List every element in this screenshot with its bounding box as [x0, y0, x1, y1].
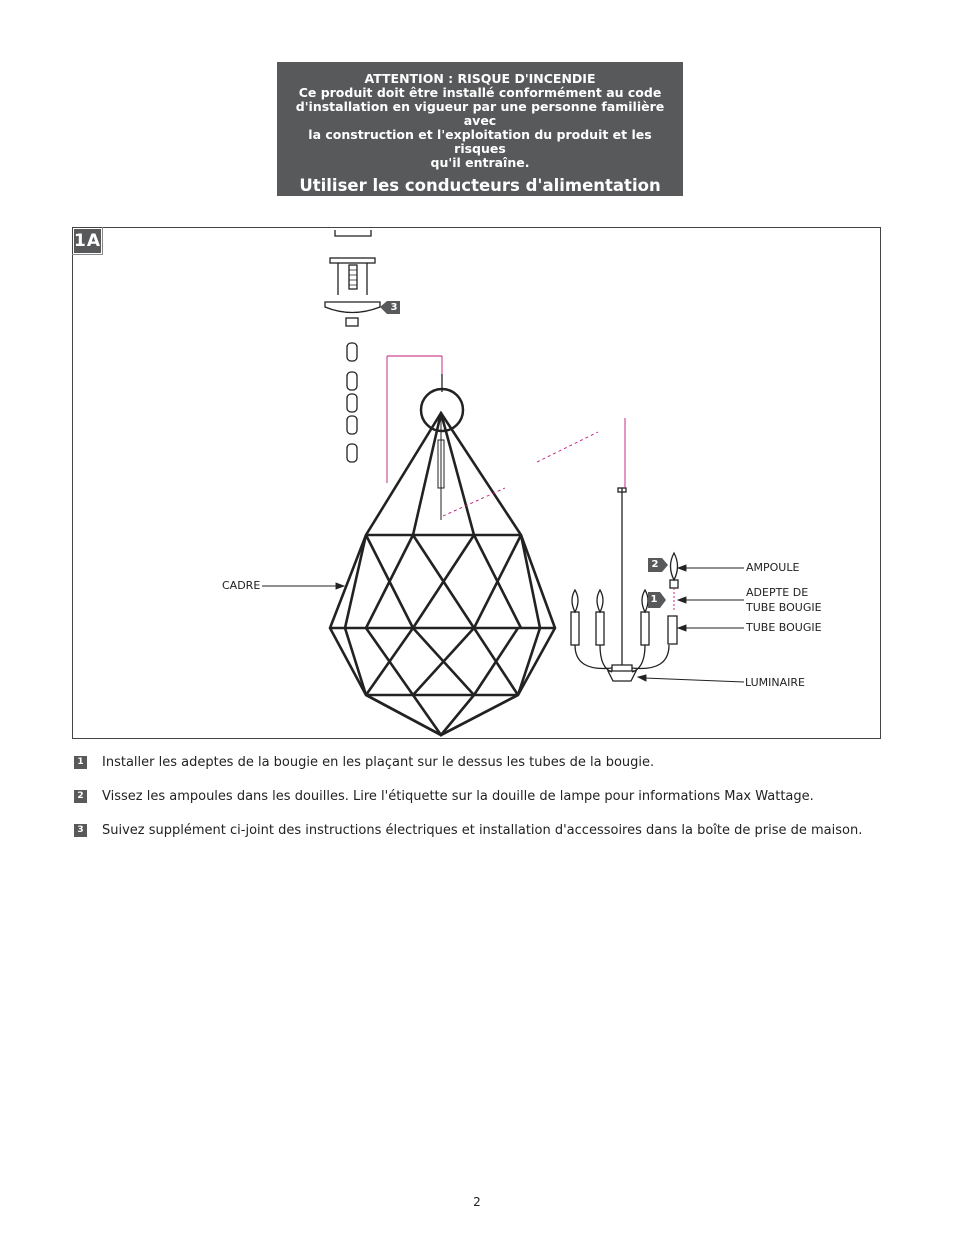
warning-line: la construction et l'exploitation du produit et les risques [308, 127, 652, 156]
badge-step-1: 1 [650, 594, 658, 605]
candle-tube [596, 612, 604, 645]
step-text: Suivez supplément ci-joint des instructions électriques et installation d'accessoires dans la boîte de prise de maison. [102, 823, 863, 838]
step-text: Vissez les ampoules dans les douilles. Lire l'étiquette sur la douille de lampe pour informations Max Wattage. [102, 789, 814, 804]
bulb [572, 590, 648, 612]
chain-link [347, 416, 357, 434]
candle-tube [641, 612, 649, 645]
label-candle-adapter: ADEPTE DE [746, 586, 809, 599]
page-number: 2 [473, 1195, 481, 1209]
step-text: Installer les adeptes de la bougie en les plaçant sur le dessus les tubes de la bougie. [102, 755, 655, 770]
step-number: 1 [74, 756, 87, 769]
label-fixture: LUMINAIRE [745, 676, 805, 689]
badge-step-3: 3 [390, 302, 398, 313]
step-number: 2 [74, 790, 87, 803]
bulb [671, 553, 678, 580]
label-candle-adapter: TUBE BOUGIE [746, 601, 822, 614]
warning-heading: ATTENTION : RISQUE D'INCENDIE [364, 71, 596, 86]
badge-step-2: 2 [651, 559, 659, 570]
label-frame: CADRE [222, 579, 261, 592]
warning-emphasis: Utiliser les conducteurs d'alimentation [299, 176, 661, 195]
chain-link [347, 343, 357, 361]
frame-cage [330, 413, 555, 735]
frame-ring [421, 389, 463, 431]
label-bulb: AMPOULE [746, 561, 800, 574]
warning-line: d'installation en vigueur par une personne familière avec [295, 99, 665, 128]
candle-tube [571, 612, 579, 645]
canopy [325, 302, 380, 313]
luminaire-body [608, 665, 636, 681]
canopy-loop [346, 318, 358, 326]
candle-tube [668, 616, 677, 644]
label-candle-tube: TUBE BOUGIE [746, 621, 822, 634]
chain-link [347, 444, 357, 462]
mounting-strap [330, 258, 375, 263]
figure-tag: 1A [74, 231, 101, 251]
ceiling-box [335, 230, 371, 236]
warning-line: qu'il entraîne. [430, 155, 530, 170]
chain-link [347, 372, 357, 390]
chain-link [347, 394, 357, 412]
warning-line: Ce produit doit être installé conformément au code [298, 85, 662, 100]
warning-emphasis: supérieure à 90° c. [391, 196, 569, 215]
step-number: 3 [74, 824, 87, 837]
